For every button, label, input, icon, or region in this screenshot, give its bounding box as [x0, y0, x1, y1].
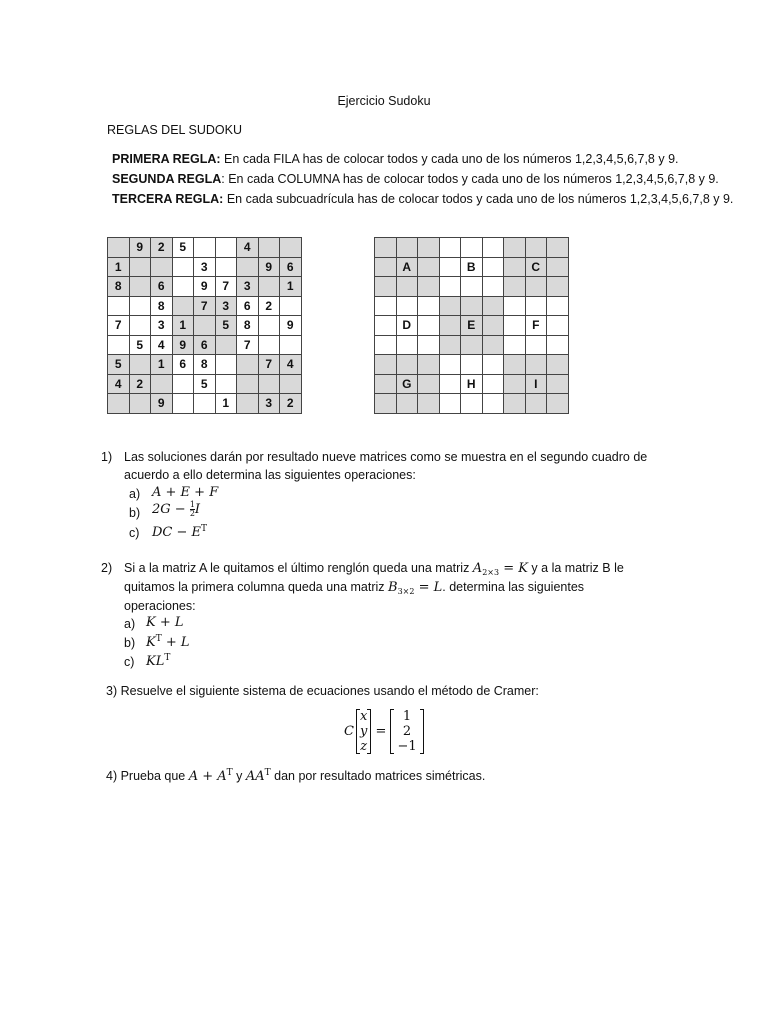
q1-line1: Las soluciones darán por resultado nueve matrices como se muestra en el segundo cuadro de: [124, 450, 648, 464]
sudoku-cell: [280, 238, 302, 258]
sudoku-cell: [280, 335, 302, 355]
matrix-grid-cell: [439, 316, 461, 336]
rhs-vector: [390, 709, 423, 754]
q3-text: 3) Resuelve el siguiente sistema de ecuaciones usando el método de Cramer:: [106, 684, 539, 698]
q4-expr-1: [189, 769, 233, 784]
matrix-grid-cell: [375, 296, 397, 316]
matrix-grid-cell: [461, 238, 483, 258]
matrix-grid-cell: [375, 277, 397, 297]
q2-matrix-b: [388, 580, 442, 595]
rule-2: [112, 172, 719, 186]
matrix-grid-cell: I: [525, 374, 547, 394]
sudoku-cell: 3: [151, 316, 173, 336]
sudoku-cell: [215, 374, 237, 394]
sudoku-cell: [237, 374, 259, 394]
sudoku-cell: 2: [151, 238, 173, 258]
sudoku-cell: 4: [108, 374, 130, 394]
sudoku-cell: [172, 374, 194, 394]
matrix-grid-cell: C: [525, 257, 547, 277]
matrix-grid-cell: E: [461, 316, 483, 336]
matrix-grid-row: [375, 394, 569, 414]
q4-m1: A + A: [188, 769, 227, 784]
q2-c-sup: T: [164, 653, 171, 663]
sudoku-cell: 9: [194, 277, 216, 297]
matrix-grid-row: [375, 277, 569, 297]
matrix-grid-cell: [482, 238, 504, 258]
sudoku-cell: [194, 394, 216, 414]
matrix-grid-cell: D: [396, 316, 418, 336]
matrix-grid-row: [375, 257, 569, 277]
sudoku-cell: [215, 257, 237, 277]
matrix-grid-cell: [418, 296, 440, 316]
sudoku-cell: [258, 316, 280, 336]
q2-b-label: b): [124, 636, 136, 650]
sudoku-cell: 4: [151, 335, 173, 355]
q4-mid: y: [232, 769, 246, 783]
q2-matrix-a: [473, 561, 528, 576]
q4-expr-2: [246, 769, 271, 784]
sudoku-cell: 7: [258, 355, 280, 375]
sudoku-cell: 1: [108, 257, 130, 277]
sudoku-cell: 5: [129, 335, 151, 355]
matrix-grid-cell: [418, 374, 440, 394]
fraction-denominator: 2: [189, 509, 195, 518]
q1-a-label: a): [129, 487, 141, 501]
matrix-grid-cell: [525, 355, 547, 375]
matrix-grid-cell: [439, 374, 461, 394]
var-x: x: [359, 709, 368, 724]
sudoku-cell: 7: [108, 316, 130, 336]
matrix-grid-cell: [504, 257, 526, 277]
sudoku-row: [108, 394, 302, 414]
matrix-grid-cell: [525, 335, 547, 355]
rule-2-label: SEGUNDA REGLA: [112, 172, 222, 186]
q2-a-expr: K + L: [146, 615, 184, 630]
matrix-grid-cell: [396, 296, 418, 316]
sudoku-cell: [237, 394, 259, 414]
sudoku-cell: 9: [129, 238, 151, 258]
q1-line2: acuerdo a ello determina las siguientes operaciones:: [124, 468, 416, 482]
sudoku-cell: 1: [172, 316, 194, 336]
sudoku-cell: [280, 296, 302, 316]
sudoku-row: [108, 296, 302, 316]
q2-line2-post: . determina las siguientes: [442, 580, 585, 594]
sudoku-cell: [172, 394, 194, 414]
q4-m1-sup: T: [226, 768, 233, 778]
matrix-grid-cell: [418, 335, 440, 355]
matrix-grid-cell: [504, 296, 526, 316]
q2-b-sup: T: [155, 634, 162, 644]
matrix-grid-cell: [375, 394, 397, 414]
matrix-grid-cell: [504, 277, 526, 297]
matrix-grid-cell: [504, 316, 526, 336]
sudoku-grid: [107, 237, 302, 414]
matrix-grid-row: [375, 355, 569, 375]
sudoku-cell: 1: [280, 277, 302, 297]
matrix-grid-cell: [504, 238, 526, 258]
var-z: z: [360, 739, 368, 754]
sudoku-row: [108, 355, 302, 375]
sudoku-row: [108, 335, 302, 355]
q4-text: [106, 768, 485, 784]
q2-a-sub: 2×3: [482, 568, 500, 577]
matrix-grid-cell: [418, 355, 440, 375]
matrix-grid-cell: [504, 335, 526, 355]
q2-line1-post: y a la matriz B le: [527, 561, 624, 575]
rule-1-label: PRIMERA REGLA:: [112, 152, 221, 166]
sudoku-cell: 5: [194, 374, 216, 394]
matrix-grid-cell: [439, 335, 461, 355]
matrix-grid-cell: [504, 374, 526, 394]
matrix-grid-cell: [547, 257, 569, 277]
matrix-grid-cell: [547, 238, 569, 258]
sudoku-row: [108, 277, 302, 297]
sudoku-cell: 9: [151, 394, 173, 414]
matrix-grid-row: [375, 238, 569, 258]
matrix-grid-cell: [439, 277, 461, 297]
sudoku-cell: [215, 238, 237, 258]
matrix-grid-cell: B: [461, 257, 483, 277]
sudoku-cell: [280, 374, 302, 394]
sudoku-cell: 8: [194, 355, 216, 375]
matrix-grid-cell: [547, 277, 569, 297]
q2-line3: operaciones:: [124, 599, 196, 613]
matrix-grid-cell: [461, 335, 483, 355]
matrix-grid-cell: [418, 257, 440, 277]
sudoku-cell: [151, 374, 173, 394]
matrix-grid-cell: [482, 316, 504, 336]
sudoku-cell: [172, 257, 194, 277]
matrix-grid-cell: [375, 238, 397, 258]
sudoku-cell: [194, 238, 216, 258]
sudoku-cell: [129, 257, 151, 277]
sudoku-cell: 2: [280, 394, 302, 414]
q2-line2-pre: quitamos la primera columna queda una matriz: [124, 580, 389, 594]
sudoku-cell: [129, 355, 151, 375]
matrix-grid-row: [375, 374, 569, 394]
matrix-grid-cell: [525, 296, 547, 316]
matrix-grid-row: [375, 335, 569, 355]
matrix-grid-cell: [482, 296, 504, 316]
q2-b-base: K: [146, 635, 156, 650]
rhs-1: 1: [402, 709, 412, 724]
matrix-grid-cell: [439, 238, 461, 258]
matrix-grid-cell: [504, 394, 526, 414]
q1-b-label: b): [129, 506, 141, 520]
matrix-grid-cell: [547, 374, 569, 394]
matrix-grid: [374, 237, 569, 414]
sudoku-row: [108, 257, 302, 277]
sudoku-cell: 2: [258, 296, 280, 316]
sudoku-cell: [108, 238, 130, 258]
q1-a-expr: A + E + F: [152, 485, 219, 500]
sudoku-cell: [215, 335, 237, 355]
q2-b-rest: + L: [161, 635, 190, 650]
matrix-grid-cell: [525, 394, 547, 414]
matrix-grid-cell: [396, 277, 418, 297]
sudoku-cell: 8: [108, 277, 130, 297]
matrix-grid-cell: [375, 335, 397, 355]
q1-b-post: I: [194, 502, 201, 517]
sudoku-cell: 6: [237, 296, 259, 316]
q2-b-eq: = L: [414, 580, 443, 595]
matrix-grid-cell: [418, 238, 440, 258]
matrix-grid-row: [375, 316, 569, 336]
rule-1: [112, 152, 679, 166]
matrix-grid-cell: [547, 355, 569, 375]
sudoku-cell: 9: [280, 316, 302, 336]
matrix-grid-cell: [482, 394, 504, 414]
q2-c-label: c): [124, 655, 135, 669]
cramer-equation: [344, 709, 424, 754]
fraction-numerator: 1: [189, 500, 195, 509]
matrix-grid-cell: [396, 238, 418, 258]
sudoku-cell: 8: [151, 296, 173, 316]
matrix-grid-cell: [461, 277, 483, 297]
sudoku-cell: [108, 335, 130, 355]
q2-line1-pre: Si a la matriz A le quitamos el último renglón queda una matriz: [124, 561, 473, 575]
sudoku-row: [108, 374, 302, 394]
matrix-grid-cell: [439, 394, 461, 414]
matrix-grid-cell: [547, 394, 569, 414]
rule-1-text: En cada FILA has de colocar todos y cada uno de los números 1,2,3,4,5,6,7,8 y 9.: [220, 152, 679, 166]
equals-sign: =: [371, 724, 391, 739]
sudoku-cell: 5: [215, 316, 237, 336]
q2-a-label: a): [124, 617, 136, 631]
q4-pre: 4) Prueba que: [106, 769, 189, 783]
sudoku-cell: [258, 335, 280, 355]
q2-a-letter: A: [472, 561, 483, 576]
sudoku-cell: 3: [194, 257, 216, 277]
q1-b-pre: 2G −: [152, 502, 190, 517]
matrix-c-letter: C: [344, 724, 354, 739]
sudoku-cell: [258, 238, 280, 258]
sudoku-cell: 8: [237, 316, 259, 336]
rule-3-text: En cada subcuadrícula has de colocar todos y cada uno de los números 1,2,3,4,5,6,7,8 y 9.: [223, 192, 734, 206]
sudoku-cell: [172, 296, 194, 316]
q1-b-expr: [152, 501, 200, 518]
matrix-grid-cell: H: [461, 374, 483, 394]
sudoku-cell: 5: [172, 238, 194, 258]
sudoku-cell: 9: [258, 257, 280, 277]
sudoku-cell: [258, 277, 280, 297]
sudoku-row: [108, 316, 302, 336]
sudoku-cell: 3: [215, 296, 237, 316]
sudoku-cell: [237, 257, 259, 277]
sudoku-cell: 7: [215, 277, 237, 297]
q2-c-base: KL: [146, 654, 165, 669]
matrix-grid-cell: [461, 355, 483, 375]
matrix-grid-cell: [482, 355, 504, 375]
matrix-grid-cell: [482, 277, 504, 297]
matrix-grid-cell: [525, 238, 547, 258]
sudoku-cell: 6: [194, 335, 216, 355]
sudoku-cell: 4: [280, 355, 302, 375]
page-title: Ejercicio Sudoku: [337, 94, 431, 108]
q1-c-label: c): [129, 526, 140, 540]
sudoku-cell: [129, 316, 151, 336]
matrix-grid-cell: [547, 335, 569, 355]
sudoku-cell: 4: [237, 238, 259, 258]
matrix-grid-cell: A: [396, 257, 418, 277]
sudoku-cell: 6: [280, 257, 302, 277]
rule-2-text: : En cada COLUMNA has de colocar todos y cada uno de los números 1,2,3,4,5,6,7,8 y 9.: [221, 172, 719, 186]
sudoku-cell: [129, 296, 151, 316]
matrix-grid-cell: [482, 335, 504, 355]
q2-a-eq: = K: [499, 561, 528, 576]
q2-b-sub: 3×2: [397, 587, 415, 596]
matrix-grid-cell: [461, 296, 483, 316]
sudoku-cell: 7: [194, 296, 216, 316]
sudoku-cell: 5: [108, 355, 130, 375]
matrix-grid-cell: [375, 374, 397, 394]
matrix-grid-cell: [504, 355, 526, 375]
sudoku-cell: 7: [237, 335, 259, 355]
q4-m2: AA: [245, 769, 265, 784]
q1-c-expr: [152, 524, 207, 540]
matrix-grid-cell: [547, 296, 569, 316]
q2-line1: [124, 561, 624, 577]
q2-c-expr: [146, 653, 170, 669]
sudoku-cell: 6: [151, 277, 173, 297]
sudoku-cell: 3: [258, 394, 280, 414]
q1-number: 1): [101, 450, 113, 464]
matrix-grid-cell: [375, 355, 397, 375]
rule-3-label: TERCERA REGLA:: [112, 192, 224, 206]
q2-b-letter: B: [388, 580, 398, 595]
matrix-grid-cell: [418, 394, 440, 414]
matrix-grid-cell: [547, 316, 569, 336]
sudoku-cell: [194, 316, 216, 336]
matrix-grid-cell: F: [525, 316, 547, 336]
sudoku-cell: [172, 277, 194, 297]
q1-c-base: DC − E: [152, 525, 202, 540]
matrix-grid-cell: [482, 257, 504, 277]
sudoku-cell: [108, 394, 130, 414]
sudoku-cell: [258, 374, 280, 394]
var-y: y: [359, 724, 368, 739]
matrix-grid-cell: [396, 394, 418, 414]
sudoku-cell: [129, 394, 151, 414]
sudoku-cell: [151, 257, 173, 277]
q4-post: dan por resultado matrices simétricas.: [270, 769, 486, 783]
matrix-grid-row: [375, 296, 569, 316]
matrix-grid-cell: [525, 277, 547, 297]
sudoku-cell: [237, 355, 259, 375]
matrix-grid-cell: [439, 296, 461, 316]
matrix-grid-cell: [396, 335, 418, 355]
matrix-grid-cell: [439, 355, 461, 375]
q4-m2-sup: T: [264, 768, 271, 778]
sudoku-cell: [129, 277, 151, 297]
matrix-grid-cell: [439, 257, 461, 277]
matrix-grid-cell: [461, 394, 483, 414]
matrix-grid-cell: [396, 355, 418, 375]
q2-line2: [124, 580, 584, 596]
matrix-grid-cell: [418, 316, 440, 336]
sudoku-cell: [215, 355, 237, 375]
sudoku-cell: 3: [237, 277, 259, 297]
rhs-3: −1: [397, 739, 417, 754]
q2-number: 2): [101, 561, 113, 575]
q1-c-sup: T: [201, 524, 208, 534]
sudoku-cell: [108, 296, 130, 316]
sudoku-cell: 1: [215, 394, 237, 414]
sudoku-cell: 9: [172, 335, 194, 355]
sudoku-row: [108, 238, 302, 258]
matrix-grid-cell: [375, 316, 397, 336]
matrix-grid-cell: [482, 374, 504, 394]
matrix-grid-cell: [418, 277, 440, 297]
q2-b-expr: [146, 634, 190, 650]
sudoku-cell: 2: [129, 374, 151, 394]
matrix-grid-cell: [375, 257, 397, 277]
sudoku-cell: 1: [151, 355, 173, 375]
variable-vector: [356, 709, 371, 754]
rhs-2: 2: [402, 724, 412, 739]
rule-3: [112, 192, 733, 206]
matrix-grid-cell: G: [396, 374, 418, 394]
rules-heading: REGLAS DEL SUDOKU: [107, 123, 242, 137]
sudoku-cell: 6: [172, 355, 194, 375]
